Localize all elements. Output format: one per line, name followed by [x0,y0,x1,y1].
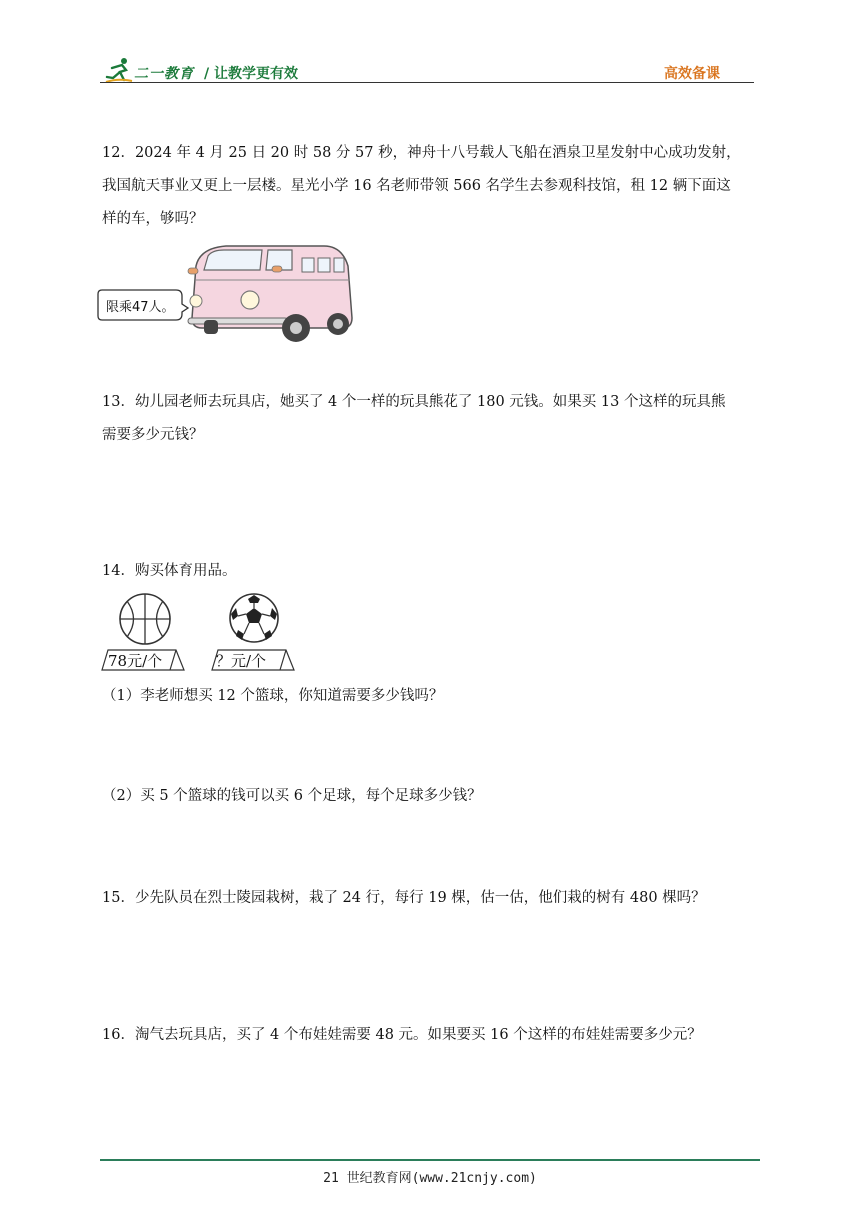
q12-line-1: 12．2024 年 4 月 25 日 20 时 58 分 57 秒，神舟十八号载人飞船在酒泉卫星发射中心成功发射， [102,145,741,161]
q16-line-1: 16．淘气去玩具店，买了 4 个布娃娃需要 48 元。如果要买 16 个这样的布娃娃需要多少元？ [102,1027,702,1043]
basketball-icon [118,592,172,646]
basketball-price: 78元/个 [108,652,163,670]
q13-line-2: 需要多少元钱？ [102,427,204,443]
q12-line-3: 样的车，够吗？ [102,211,204,227]
soccer-ball-icon [228,592,280,644]
soccer-price: ？元/个 [216,652,267,670]
header-right-label: 高效备课 [664,66,720,82]
bus-sign-text: 限乘47人。 [106,300,175,315]
header-divider [100,82,754,83]
footer-divider [100,1159,760,1161]
q12-line-2: 我国航天事业又更上一层楼。星光小学 16 名老师带领 566 名学生去参观科技馆，租 12 辆下面这 [102,178,731,194]
bus-illustration [96,238,356,350]
header-slogan: / 让教学更有效 [204,66,298,82]
q14-part-2: （2）买 5 个篮球的钱可以买 6 个足球，每个足球多少钱？ [102,788,482,804]
q14-line-1: 14．购买体育用品。 [102,563,237,579]
footer-text: 21 世纪教育网(www.21cnjy.com) [323,1171,537,1186]
q14-part-1: （1）李老师想买 12 个篮球，你知道需要多少钱吗？ [102,688,444,704]
logo-text: 二一教育 [134,66,194,82]
q13-line-1: 13．幼儿园老师去玩具店，她买了 4 个一样的玩具熊花了 180 元钱。如果买 13 个这样的玩具熊 [102,394,726,410]
runner-logo-icon [104,56,134,84]
q15-line-1: 15．少先队员在烈士陵园栽树，栽了 24 行，每行 19 棵，估一估，他们栽的树有 480 棵吗？ [102,890,706,906]
